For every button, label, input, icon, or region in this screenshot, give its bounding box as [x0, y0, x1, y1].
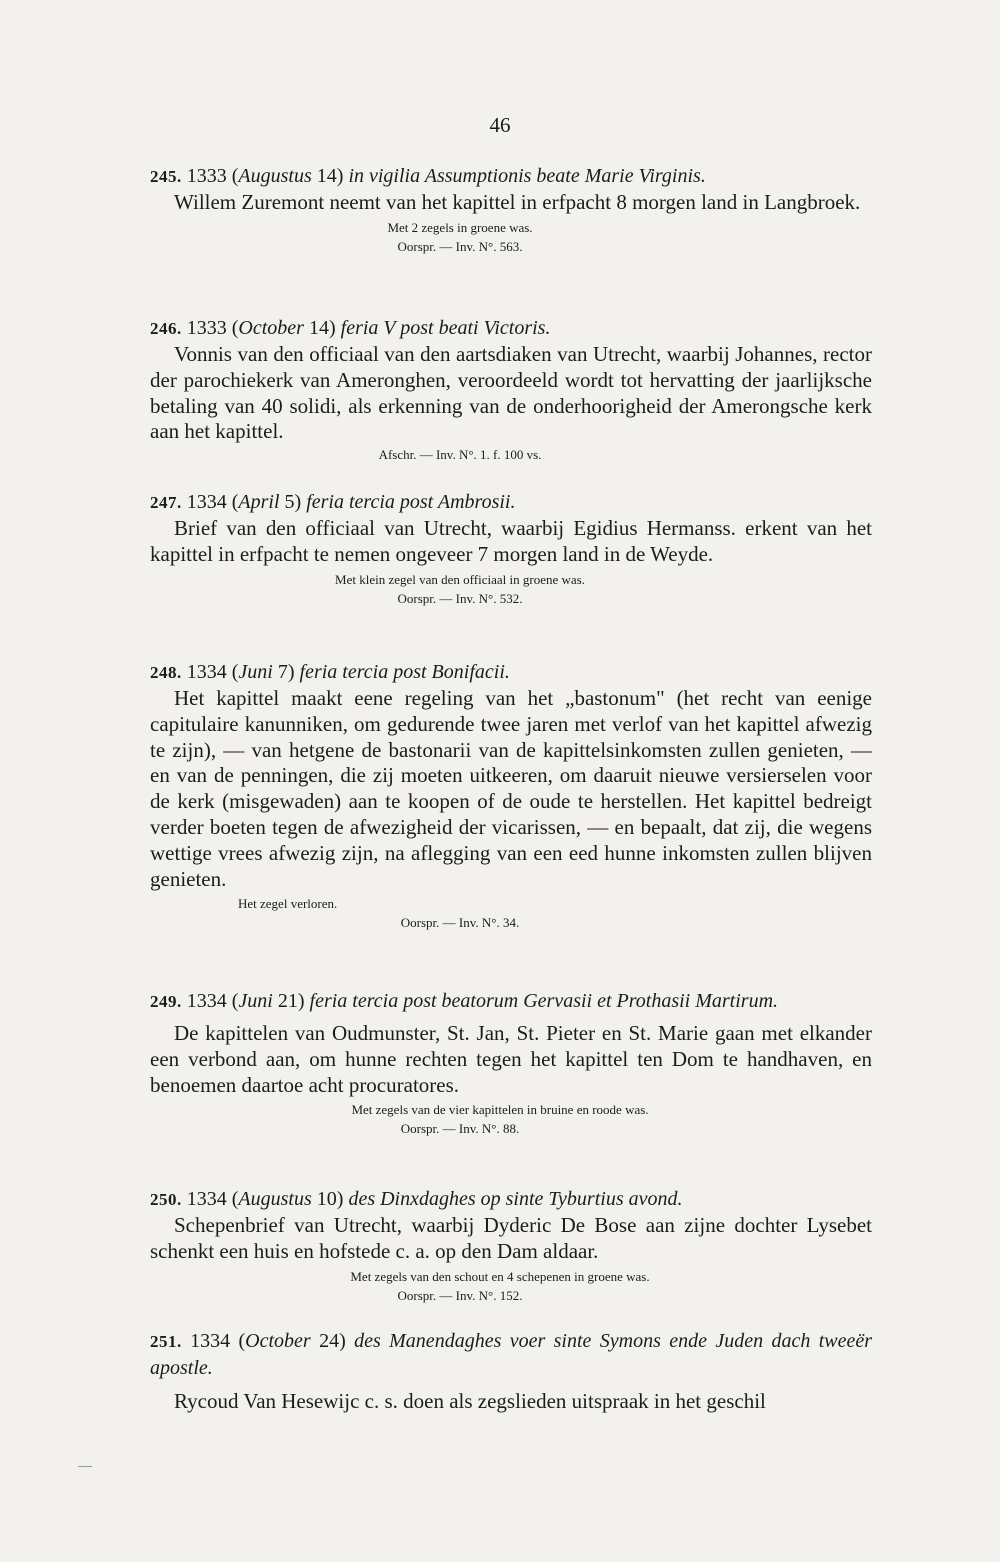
seal-note: Met klein zegel van den officiaal in groene was.	[335, 571, 585, 587]
entry-feast-date: des Dinxdaghes op sinte Tyburtius avond.	[348, 1188, 683, 1210]
entry-heading	[150, 988, 872, 1015]
entry-year: 1334	[190, 1330, 231, 1352]
entry-summary: Willem Zuremont neemt van het kapittel in erfpacht 8 morgen land in Langbroek.	[174, 190, 861, 214]
entry-251	[150, 1328, 872, 1415]
entry-summary: Het kapittel maakt eene regeling van het „bastonum" (het recht van eenige capitulaire kanunniken, om gedurende twee jaren met verlof van het kapittel afwezig te zijn), — van hetgene de bastonarii van de kapittelsinkomsten zullen genieten, — en van de penningen, die zij moeten uitkeeren, om daaruit nieuwe versierselen voor de kerk (misgewaden) aan te koopen of de oude te herstellen. Het kapittel bedreigt verder boeten tegen de afwezigheid der vicarissen, — en bepaalt, dat zij, die wegens wettige vrees afwezig zijn, na aflegging van een eed hunne inkomsten zullen blijven genieten.	[150, 686, 872, 891]
entry-246	[150, 315, 872, 465]
entry-feast-date: feria tercia post beatorum Gervasii et Prothasii Martirum.	[309, 990, 779, 1012]
entry-date-open: (	[231, 1188, 239, 1210]
entry-summary: Schepenbrief van Utrecht, waarbij Dyderic De Bose aan zijne dochter Lysebet schenkt een huis en hofstede c. a. op den Dam aldaar.	[150, 1213, 872, 1263]
entry-day: 10)	[311, 1188, 344, 1210]
entry-248	[150, 659, 872, 933]
entry-number: 249.	[150, 992, 182, 1011]
entry-day: 14)	[311, 165, 344, 187]
entry-date-open: (	[238, 1330, 246, 1352]
entry-feast-date: feria tercia post Bonifacii.	[299, 661, 510, 683]
entry-date-open: (	[231, 990, 239, 1012]
entry-feast-date: des Manendaghes voer sinte Symons ende Juden dach tweeër apostle.	[150, 1330, 873, 1379]
entry-day: 7)	[272, 661, 295, 683]
entry-month: Augustus	[238, 165, 312, 187]
entry-day: 14)	[303, 317, 336, 339]
entry-heading	[150, 315, 872, 342]
entry-summary: De kapittelen van Oudmunster, St. Jan, St. Pieter en St. Marie gaan met elkander een verbond aan, om hunne rechten tegen het kapittel ten Dom te handhaven, en benoemen daartoe acht procuratores.	[150, 1021, 872, 1097]
entry-feast-date: feria V post beati Victoris.	[340, 317, 551, 339]
entry-heading	[150, 163, 872, 190]
source-reference: Afschr. — Inv. N°. 1. f. 100 vs.	[378, 447, 542, 463]
seal-note: Met zegels van den schout en 4 schepenen in groene was.	[350, 1268, 650, 1284]
entry-month: Juni	[238, 661, 273, 683]
source-reference: Oorspr. — Inv. N°. 34.	[400, 915, 520, 931]
entry-summary: Vonnis van den officiaal van den aartsdiaken van Utrecht, waarbij Johannes, rector der parochiekerk van Ameronghen, veroordeeld wordt tot hervatting der jaarlijksche betaling van 40 solidi, als erkenning van de onderhoorigheid der Amerongsche kerk aan het kapittel.	[150, 342, 872, 444]
entry-250	[150, 1186, 872, 1306]
entry-249	[150, 988, 872, 1139]
source-reference: Oorspr. — Inv. N°. 532.	[397, 590, 523, 606]
entry-year: 1334	[186, 661, 227, 683]
entry-number: 248.	[150, 663, 182, 682]
entry-date-open: (	[231, 491, 239, 513]
entry-date-open: (	[231, 317, 239, 339]
entry-247	[150, 489, 872, 609]
entry-summary: Rycoud Van Hesewijc c. s. doen als zegslieden uitspraak in het geschil	[174, 1389, 766, 1413]
entry-number: 246.	[150, 319, 182, 338]
entry-date-open: (	[231, 165, 239, 187]
entry-feast-date: in vigilia Assumptionis beate Marie Virginis.	[348, 165, 706, 187]
seal-note: Het zegel verloren.	[238, 896, 338, 912]
entry-heading	[150, 1186, 872, 1213]
entry-year: 1333	[186, 165, 227, 187]
entry-summary: Brief van den officiaal van Utrecht, waarbij Egidius Hermanss. erkent van het kapittel in erfpacht te nemen ongeveer 7 morgen land in de Weyde.	[150, 516, 872, 566]
seal-note: Met zegels van de vier kapittelen in bruine en roode was.	[351, 1102, 649, 1118]
entry-month: October	[245, 1330, 311, 1352]
source-reference: Oorspr. — Inv. N°. 88.	[400, 1121, 520, 1137]
entry-number: 251.	[150, 1332, 182, 1351]
entry-month: Juni	[238, 990, 273, 1012]
entry-month: October	[238, 317, 304, 339]
source-reference: Oorspr. — Inv. N°. 563.	[397, 238, 523, 254]
entry-245	[150, 163, 872, 257]
entry-year: 1334	[186, 1188, 227, 1210]
entry-heading	[150, 659, 872, 686]
entry-year: 1334	[186, 990, 227, 1012]
entry-month: Augustus	[238, 1188, 312, 1210]
entry-date-open: (	[231, 661, 239, 683]
entry-day: 21)	[272, 990, 305, 1012]
entry-number: 250.	[150, 1190, 182, 1209]
entry-number: 245.	[150, 167, 182, 186]
entry-year: 1334	[186, 491, 227, 513]
entry-day: 5)	[279, 491, 302, 513]
entry-feast-date: feria tercia post Ambrosii.	[306, 491, 516, 513]
entry-number: 247.	[150, 493, 182, 512]
seal-note: Met 2 zegels in groene was.	[387, 219, 533, 235]
entry-year: 1333	[186, 317, 227, 339]
entry-month: April	[238, 491, 280, 513]
entry-heading	[150, 489, 872, 516]
entry-day: 24)	[310, 1330, 346, 1352]
entry-heading	[150, 1328, 872, 1381]
source-reference: Oorspr. — Inv. N°. 152.	[397, 1287, 523, 1303]
page-number: 46	[489, 113, 511, 137]
margin-mark	[78, 1466, 92, 1467]
